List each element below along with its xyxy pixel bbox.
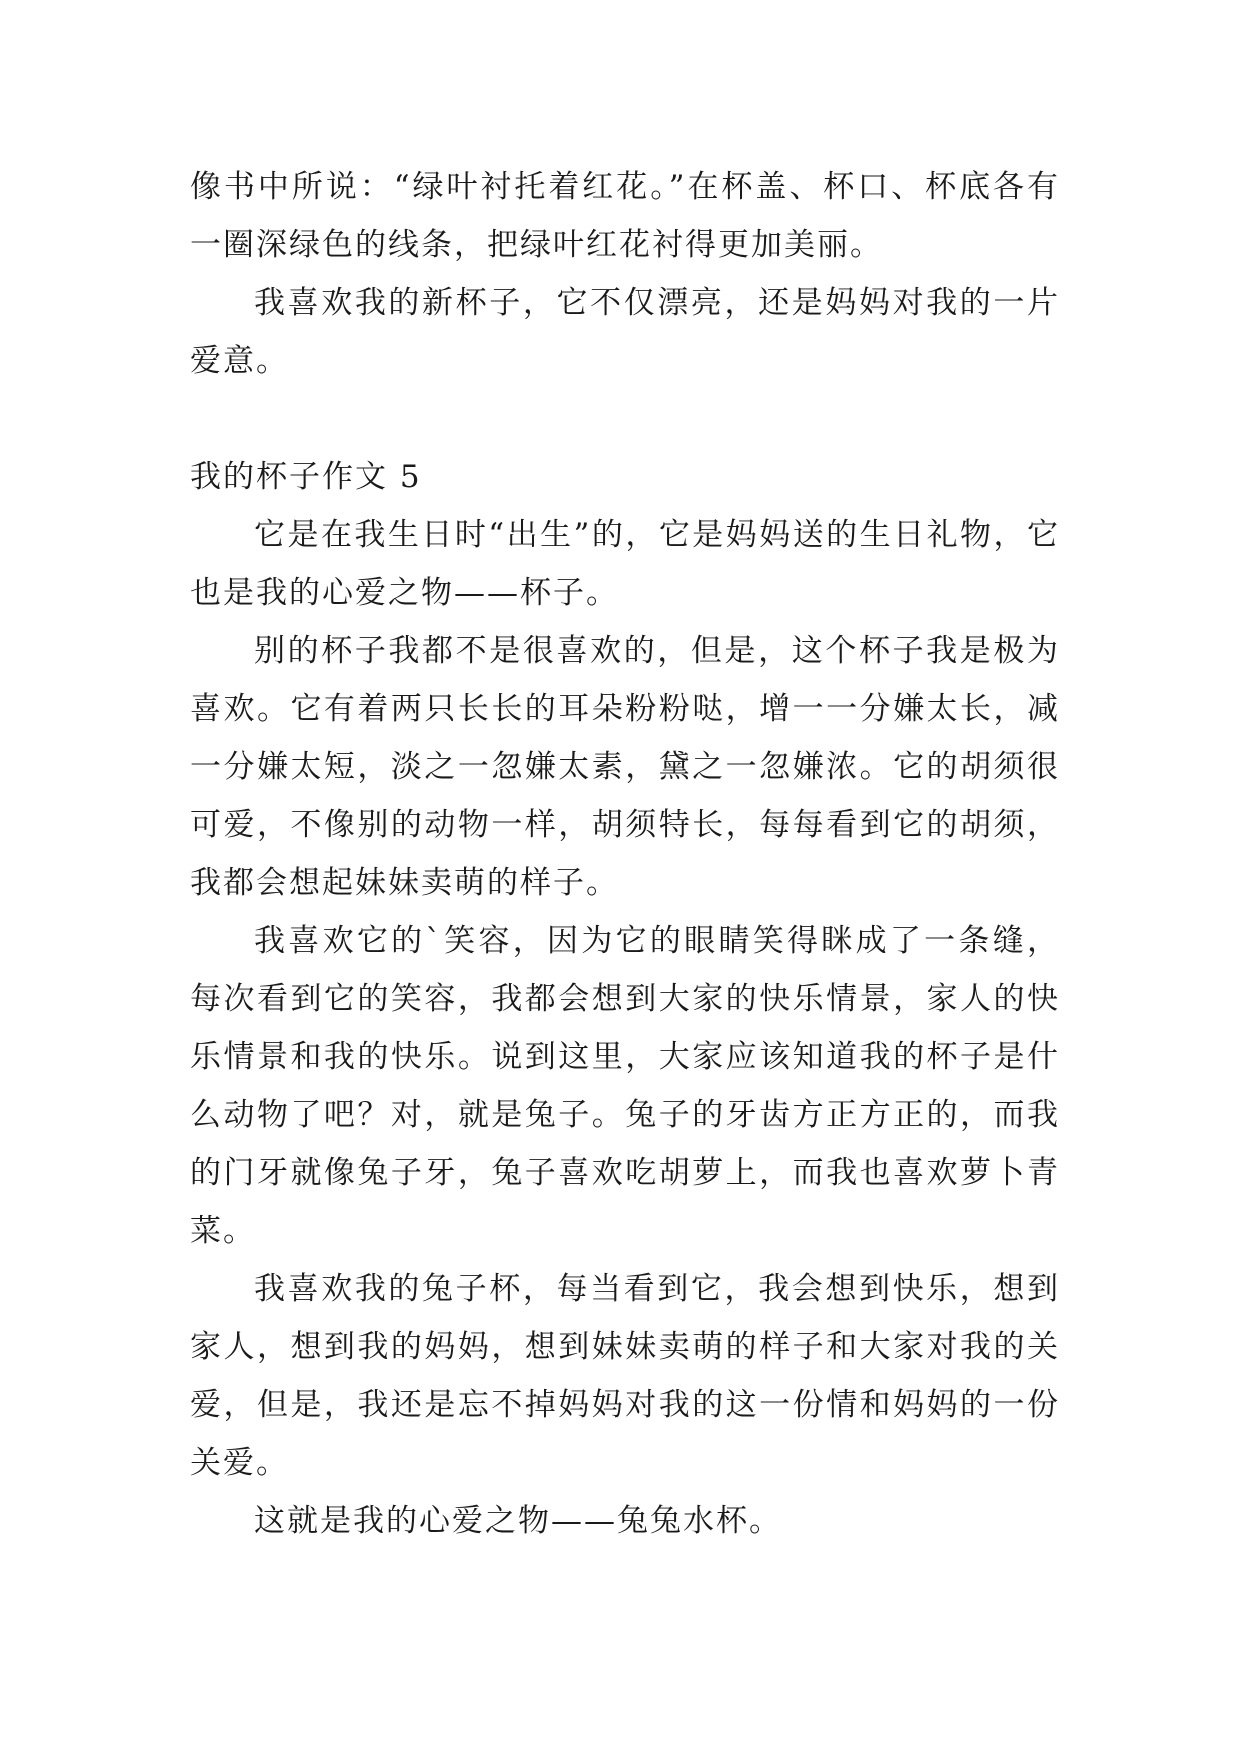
paragraph-continuation: 像书中所说：“绿叶衬托着红花。”在杯盖、杯口、杯底各有一圈深绿色的线条，把绿叶红花衬得更加美丽。	[190, 169, 1060, 263]
document-body	[190, 158, 1060, 1550]
essay-paragraph-1: 它是在我生日时“出生”的，它是妈妈送的生日礼物，它也是我的心爱之物——杯子。	[190, 517, 1060, 611]
paragraph-closing: 我喜欢我的新杯子，它不仅漂亮，还是妈妈对我的一片爱意。	[190, 285, 1060, 379]
essay-heading: 我的杯子作文 5	[190, 459, 422, 495]
essay-paragraph-4: 我喜欢我的兔子杯，每当看到它，我会想到快乐，想到家人，想到我的妈妈，想到妹妹卖萌的样子和大家对我的关爱，但是，我还是忘不掉妈妈对我的这一份情和妈妈的一份关爱。	[190, 1271, 1060, 1481]
essay-paragraph-5: 这就是我的心爱之物——兔兔水杯。	[254, 1503, 782, 1539]
essay-paragraph-3: 我喜欢它的`笑容，因为它的眼睛笑得眯成了一条缝，每次看到它的笑容，我都会想到大家的快乐情景，家人的快乐情景和我的快乐。说到这里，大家应该知道我的杯子是什么动物了吧？对，就是兔子。兔子的牙齿方正方正的，而我的门牙就像兔子牙，兔子喜欢吃胡萝上，而我也喜欢萝卜青菜。	[190, 923, 1060, 1249]
essay-paragraph-2: 别的杯子我都不是很喜欢的，但是，这个杯子我是极为喜欢。它有着两只长长的耳朵粉粉哒，增一一分嫌太长，减一分嫌太短，淡之一忽嫌太素，黛之一忽嫌浓。它的胡须很可爱，不像别的动物一样，胡须特长，每每看到它的胡须，我都会想起妹妹卖萌的样子。	[190, 633, 1060, 901]
